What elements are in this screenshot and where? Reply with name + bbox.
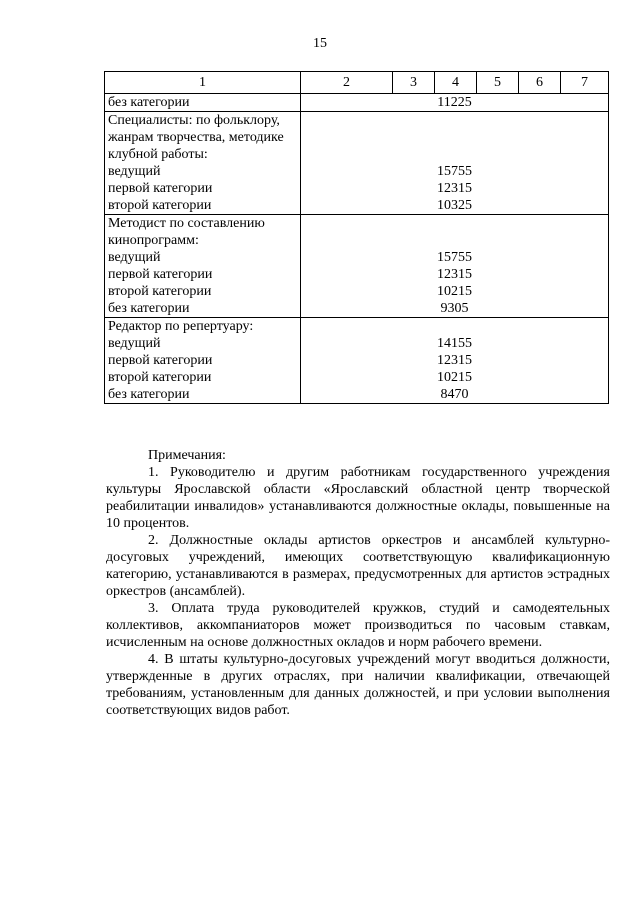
- position-label: первой категории: [108, 353, 213, 368]
- salary-value-cell: [301, 94, 609, 112]
- column-number-cell: 1: [105, 72, 301, 94]
- position-label: второй категории: [108, 370, 212, 385]
- salary-value: [304, 146, 605, 163]
- note-paragraph: 3. Оплата труда руководителей кружков, студий и самодеятельных коллективов, аккомпаниаторов может производиться по часовым ставкам, исчисленным на основе должностных окладов и норм рабочего времени.: [106, 601, 610, 650]
- salary-value: [304, 215, 605, 232]
- position-label: первой категории: [108, 181, 213, 196]
- salary-value: [304, 129, 605, 146]
- salary-value: 12315: [437, 267, 472, 282]
- position-label: клубной работы:: [108, 147, 208, 162]
- position-label: ведущий: [108, 164, 161, 179]
- position-label: ведущий: [108, 250, 161, 265]
- table-row: [105, 94, 609, 112]
- page-number: 15: [313, 36, 327, 51]
- column-number-cell: 2: [301, 72, 393, 94]
- salary-value: 15755: [437, 250, 472, 265]
- salary-value-cell: [301, 318, 609, 404]
- position-label: кинопрограмм:: [108, 233, 199, 248]
- position-label: Специалисты: по фольклору,: [108, 113, 280, 128]
- salary-value: 9305: [440, 301, 469, 316]
- table-row: [105, 112, 609, 215]
- position-name-cell: [105, 215, 301, 318]
- column-number-cell: 7: [561, 72, 609, 94]
- salary-value: [304, 112, 605, 129]
- position-label: без категории: [108, 387, 190, 402]
- column-number-cell: 4: [435, 72, 477, 94]
- salary-value: 8470: [440, 387, 469, 402]
- salary-value: 12315: [437, 353, 472, 368]
- table-row: [105, 318, 609, 404]
- note-paragraph: 1. Руководителю и другим работникам государственного учреждения культуры Ярославской области «Ярославский областной центр творческой реабилитации инвалидов» устанавливаются должностные оклады, повышенные на 10 процентов.: [106, 465, 610, 531]
- column-number-cell: 6: [519, 72, 561, 94]
- salary-value: 10215: [437, 284, 472, 299]
- position-label: без категории: [108, 95, 190, 110]
- salary-value: [304, 318, 605, 335]
- salary-table-body: [105, 72, 609, 404]
- position-label: второй категории: [108, 198, 212, 213]
- salary-value: 11225: [437, 95, 472, 110]
- position-name-cell: [105, 112, 301, 215]
- position-label: первой категории: [108, 267, 213, 282]
- position-label: без категории: [108, 301, 190, 316]
- column-number-cell: 5: [477, 72, 519, 94]
- salary-table: [104, 71, 609, 404]
- position-label: второй категории: [108, 284, 212, 299]
- position-name-cell: [105, 318, 301, 404]
- salary-value: 14155: [437, 336, 472, 351]
- salary-value-cell: [301, 112, 609, 215]
- position-label: Методист по составлению: [108, 216, 265, 231]
- notes-items: [106, 464, 610, 719]
- table-row: [105, 215, 609, 318]
- notes-section: [106, 447, 610, 719]
- salary-value: 15755: [437, 164, 472, 179]
- salary-value: [304, 232, 605, 249]
- notes-title: Примечания:: [148, 448, 226, 463]
- note-paragraph: 2. Должностные оклады артистов оркестров и ансамблей культурно-досуговых учреждений, имеющих соответствующую квалификационную категорию, устанавливаются в размерах, предусмотренных для артистов эстрадных оркестров (ансамблей).: [106, 533, 610, 599]
- position-label: Редактор по репертуару:: [108, 319, 254, 334]
- note-paragraph: 4. В штаты культурно-досуговых учреждений могут вводиться должности, утвержденные в других отраслях, при наличии квалификации, отвечающей требованиям, установленным для данных должностей, и при условии выполнения соответствующих видов работ.: [106, 652, 610, 718]
- salary-value-cell: [301, 215, 609, 318]
- position-name-cell: [105, 94, 301, 112]
- salary-value: 12315: [437, 181, 472, 196]
- salary-value: 10325: [437, 198, 472, 213]
- position-label: ведущий: [108, 336, 161, 351]
- column-number-cell: 3: [393, 72, 435, 94]
- position-label: жанрам творчества, методике: [108, 130, 284, 145]
- table-header-row: [105, 72, 609, 94]
- salary-value: 10215: [437, 370, 472, 385]
